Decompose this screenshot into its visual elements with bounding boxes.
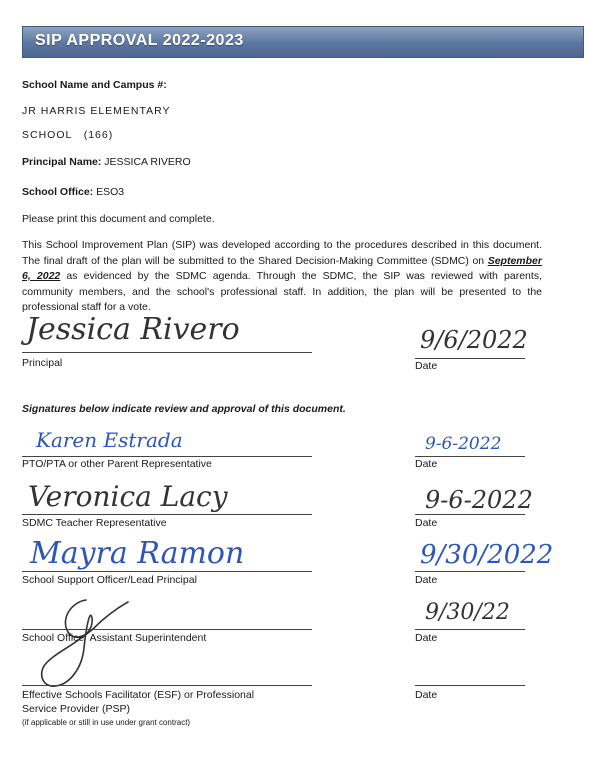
sdmc-date: September 6, 2022 (22, 254, 542, 282)
assistant-superintendent-signature-line (22, 629, 312, 630)
parent-rep-date-value: 9-6-2022 (425, 434, 502, 454)
signatures-heading: Signatures below indicate review and approval of this document. (22, 403, 346, 415)
school-name-line2: SCHOOL (166) (22, 129, 114, 141)
esf-signature-line (22, 685, 312, 686)
teacher-rep-date-value: 9-6-2022 (425, 486, 533, 514)
instructions-text: Please print this document and complete. (22, 213, 215, 225)
principal-signature-line (22, 352, 312, 353)
support-officer-role-label: School Support Officer/Lead Principal (22, 574, 197, 586)
support-officer-date-value: 9/30/2022 (420, 540, 554, 570)
esf-date-label: Date (415, 689, 438, 701)
teacher-rep-signature: Veronica Lacy (28, 480, 228, 513)
school-name-label: School Name and Campus #: (22, 79, 167, 91)
principal-role-label: Principal (22, 357, 63, 369)
assistant-superintendent-date-line (415, 629, 525, 630)
esf-note: (if applicable or still in use under grant contract) (22, 718, 191, 727)
sip-description-paragraph (22, 238, 542, 316)
assistant-superintendent-date-value: 9/30/22 (425, 600, 510, 625)
paragraph-part2: as evidenced by the SDMC agenda. Through the SDMC, the SIP was reviewed with parents, community members, and the school's professional staff. In addition, the plan will be presented to the professional staff for a vote. (22, 270, 542, 313)
school-office-value: ESO3 (96, 186, 125, 198)
teacher-rep-signature-line (22, 514, 312, 515)
esf-role-label-line2: Service Provider (PSP) (22, 703, 130, 715)
principal-name-label: Principal Name: (22, 156, 102, 168)
teacher-rep-role-label: SDMC Teacher Representative (22, 517, 167, 529)
paragraph-part1: This School Improvement Plan (SIP) was developed according to the procedures described in this document. The final draft of the plan will be submitted to the Shared Decision-Making Committee (SDMC) on (22, 239, 542, 267)
principal-date-label: Date (415, 360, 438, 372)
title-banner (22, 26, 584, 58)
page-title: SIP APPROVAL 2022-2023 (35, 32, 244, 49)
parent-rep-date-label: Date (415, 458, 438, 470)
support-officer-signature-line (22, 571, 312, 572)
principal-signature: Jessica Rivero (26, 312, 240, 347)
principal-name-row (22, 155, 191, 169)
esf-date-line (415, 685, 525, 686)
school-office-row (22, 185, 124, 199)
school-office-label: School Office: (22, 186, 94, 198)
support-officer-date-line (415, 571, 525, 572)
support-officer-signature: Mayra Ramon (30, 536, 245, 571)
assistant-superintendent-date-label: Date (415, 632, 438, 644)
assistant-superintendent-role-label: School Office Assistant Superintendent (22, 632, 207, 644)
support-officer-date-label: Date (415, 574, 438, 586)
principal-date-value: 9/6/2022 (420, 326, 528, 354)
esf-role-label: Effective Schools Facilitator (ESF) or Professional (22, 689, 255, 701)
school-name-line1: JR HARRIS ELEMENTARY (22, 105, 171, 117)
principal-name-value: JESSICA RIVERO (104, 156, 191, 168)
parent-rep-signature: Karen Estrada (36, 428, 183, 452)
parent-rep-role-label: PTO/PTA or other Parent Representative (22, 458, 212, 470)
teacher-rep-date-label: Date (415, 517, 438, 529)
teacher-rep-date-line (415, 514, 525, 515)
